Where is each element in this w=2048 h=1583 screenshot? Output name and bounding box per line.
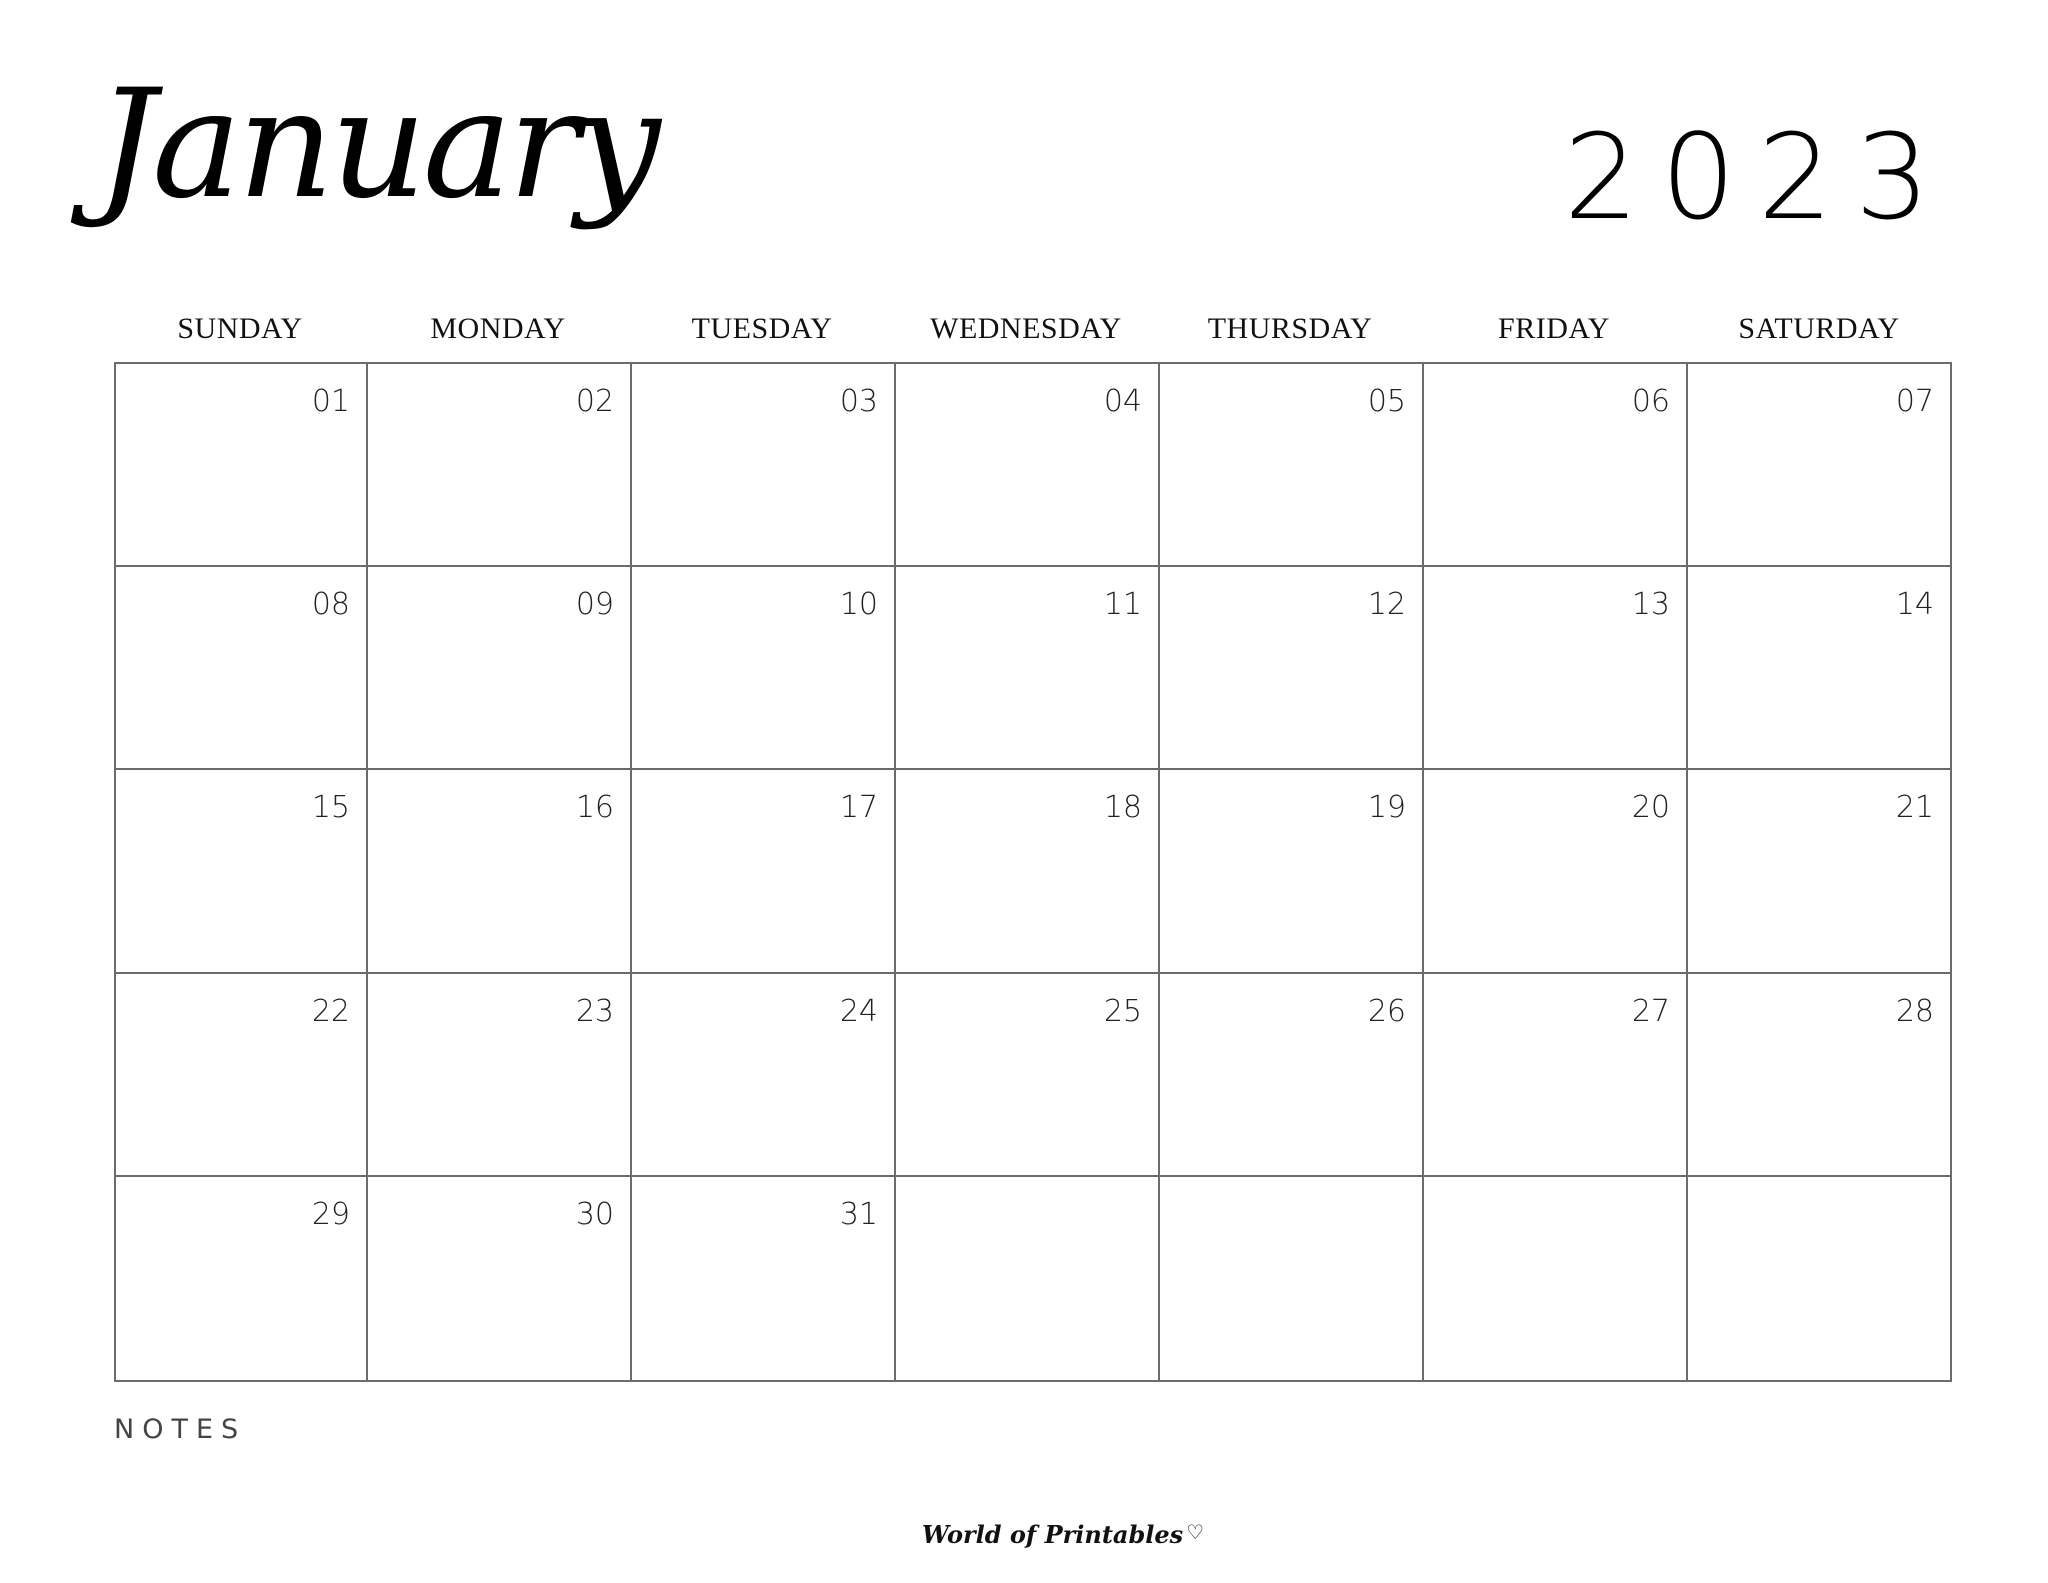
day-cell [1424,1177,1688,1380]
day-cell [632,364,896,567]
day-number: 18 [1103,790,1142,826]
day-cell [1424,770,1688,973]
weekday-saturday: SATURDAY [1738,312,1900,345]
day-number: 28 [1895,993,1934,1029]
day-cell [116,1177,368,1380]
day-cell [1160,567,1424,770]
day-cell [368,974,632,1177]
day-cell [1160,770,1424,973]
day-cell [632,1177,896,1380]
day-cell [368,567,632,770]
heart-icon: ♡ [1186,1520,1205,1544]
day-number: 31 [839,1196,878,1232]
day-cell [632,567,896,770]
weekday-header-row [114,312,1952,346]
day-cell [632,974,896,1177]
day-number: 29 [311,1196,350,1232]
day-cell [1688,364,1950,567]
day-number: 26 [1367,993,1406,1029]
day-cell [632,770,896,973]
weekday-wednesday: WEDNESDAY [930,312,1122,345]
day-number: 02 [575,384,614,419]
day-cell [1160,974,1424,1177]
day-number: 15 [311,790,350,826]
day-cell [896,364,1160,567]
day-number: 05 [1367,384,1406,419]
day-number: 07 [1895,384,1934,419]
day-number: 08 [311,587,350,623]
day-number: 12 [1367,587,1406,623]
day-number: 06 [1631,384,1670,419]
day-number: 21 [1895,790,1934,826]
weekday-friday: FRIDAY [1498,312,1610,345]
day-number: 13 [1631,587,1670,623]
day-number: 17 [839,790,878,826]
day-cell [1424,974,1688,1177]
day-cell [1160,1177,1424,1380]
day-cell [116,364,368,567]
weekday-thursday: THURSDAY [1207,312,1373,345]
day-cell [368,770,632,973]
day-cell [1688,567,1950,770]
day-number: 03 [839,384,878,419]
day-number: 16 [575,790,614,826]
day-number: 23 [575,993,614,1029]
month-title: January [96,58,657,232]
notes-label: NOTES [114,1414,247,1445]
day-number: 19 [1367,790,1406,826]
day-cell [368,1177,632,1380]
day-number: 10 [839,587,878,623]
day-number: 27 [1631,993,1670,1029]
year-title: 2023 [1563,108,1952,246]
day-number: 14 [1895,587,1934,623]
day-cell [1160,364,1424,567]
day-cell [116,770,368,973]
day-number: 22 [311,993,350,1029]
day-cell [368,364,632,567]
day-number: 30 [575,1196,614,1232]
brand-name: World of Printables [922,1520,1184,1549]
day-cell [896,974,1160,1177]
day-number: 04 [1103,384,1142,419]
day-number: 09 [575,587,614,623]
day-cell [116,567,368,770]
day-cell [1424,364,1688,567]
day-number: 24 [839,993,878,1029]
day-number: 25 [1103,993,1142,1029]
day-cell [896,770,1160,973]
weekday-tuesday: TUESDAY [691,312,833,345]
day-cell [896,567,1160,770]
day-cell [1688,974,1950,1177]
day-cell [1688,1177,1950,1380]
weekday-sunday: SUNDAY [177,312,303,345]
day-cell [896,1177,1160,1380]
brand-logo [922,1520,1204,1549]
day-number: 11 [1103,587,1142,623]
day-cell [116,974,368,1177]
weekday-monday: MONDAY [430,312,566,345]
day-cell [1688,770,1950,973]
day-number: 20 [1631,790,1670,826]
calendar-grid [114,362,1952,1382]
day-cell [1424,567,1688,770]
day-number: 01 [311,384,350,419]
